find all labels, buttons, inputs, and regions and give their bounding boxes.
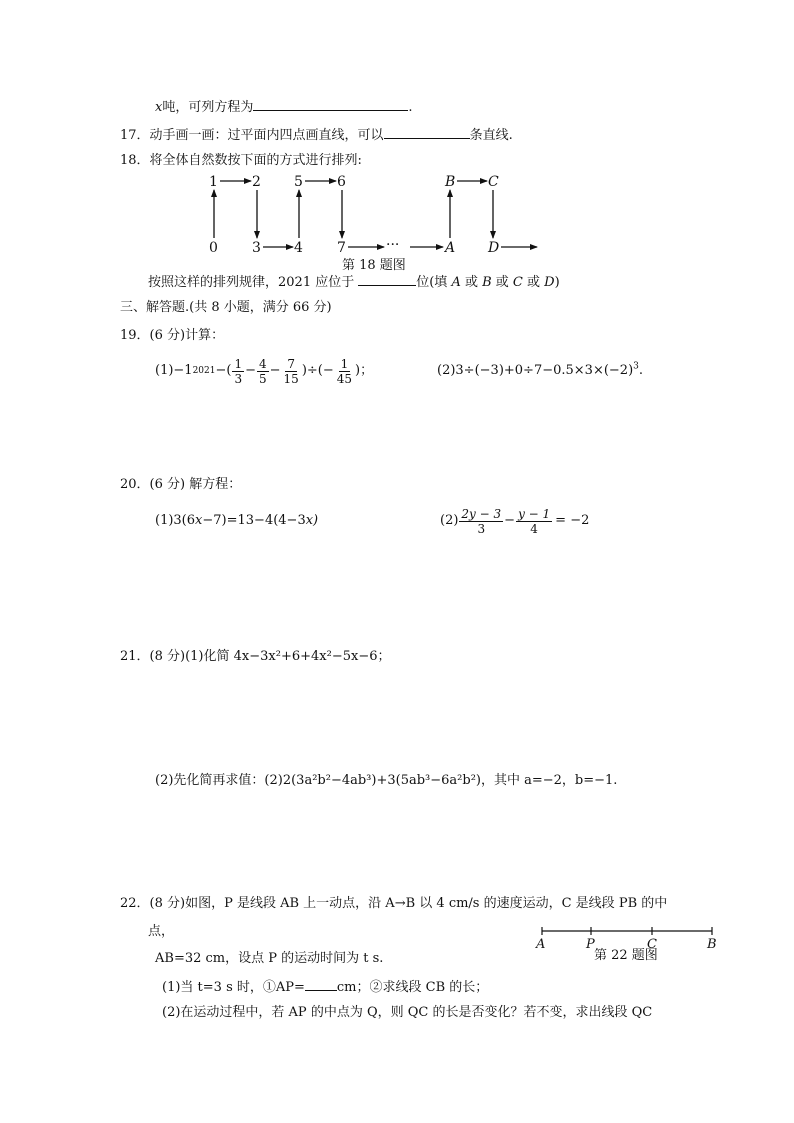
q22-line2: 点， — [148, 924, 175, 939]
q19-fraction-4: $\frac{1}{45}$ — [336, 356, 353, 386]
q17-after: 条直线. — [469, 128, 513, 143]
q20-p1-a: (1)3(6 — [155, 513, 196, 528]
q17-number: 17． — [120, 128, 150, 143]
q22-line1 — [120, 896, 667, 912]
q18-answer-blank[interactable] — [358, 272, 416, 286]
q19-number: 19． — [120, 328, 150, 343]
q16-end: . — [408, 100, 413, 115]
q16-var: x — [155, 100, 163, 115]
q19-fraction-3: $\frac{7}{15}$ — [283, 356, 299, 386]
q18-bottom-7: 7 — [337, 240, 346, 256]
label-C: C — [647, 937, 657, 952]
label-P: P — [586, 937, 595, 952]
q18-ellipsis: ··· — [386, 237, 400, 253]
q18-bottom-4: 4 — [294, 240, 303, 256]
q20-part1 — [155, 513, 318, 529]
q19-p1-open: −( — [215, 363, 232, 378]
q20-p2-tail: = −2 — [555, 513, 590, 528]
q19-p1-end: )； — [355, 363, 374, 378]
q18-close: ) — [554, 275, 560, 290]
q19-p1-prefix: (1)−1 — [155, 363, 193, 378]
q19-p2-end: . — [638, 363, 644, 378]
q20-fraction-2: $\frac{y - 1}{4}$ — [518, 506, 551, 536]
q18-top-1: 1 — [209, 174, 218, 190]
q18-top-5: 5 — [294, 174, 303, 190]
q20-p1-x: x — [195, 513, 203, 528]
q18-option-a: A — [451, 275, 461, 290]
q18-caption: 第 18 题图 — [342, 258, 406, 273]
q20-p1-b: −7)=13−4(4−3 — [202, 513, 306, 528]
section3-title: 三、解答题.(共 8 小题，满分 66 分) — [120, 300, 332, 315]
q22-line4 — [162, 977, 488, 996]
q16-line — [155, 97, 413, 116]
q22-line4-a: (1)当 t=3 s 时，①AP= — [162, 980, 305, 995]
q19-part1: (1)−1 2021 −( $\frac{1}{3}$ − $\frac{4}{5}$ − $\frac{7}{15}$ )÷(− $\frac{1}{45}$ )； — [155, 353, 373, 389]
q18-top-C: C — [488, 174, 499, 190]
q20-part2: (2) $\frac{2y - 3}{3}$ − $\frac{y - 1}{4}$ = −2 — [440, 503, 589, 539]
q18-line — [120, 153, 362, 169]
q20-p1-c: x) — [305, 513, 319, 528]
q21-number: 21． — [120, 649, 150, 664]
q19-p2-exponent: 3 — [633, 361, 639, 372]
q18-option-c: C — [512, 275, 523, 290]
q18-option-b: B — [482, 275, 492, 290]
q22-line1-text: (8 分)如图，P 是线段 AB 上一动点，沿 A→B 以 4 cm/s 的速度运动，C 是线段 PB 的中 — [149, 896, 668, 911]
q19-fraction-1: $\frac{1}{3}$ — [234, 356, 243, 386]
q19-head — [120, 328, 224, 344]
q18-or: 或 — [491, 275, 513, 290]
q18-bottom-A: A — [445, 240, 456, 256]
q22-line4-b: cm；②求线段 CB 的长； — [336, 980, 489, 995]
q18-rule-after: 位(填 — [416, 275, 452, 290]
q21-p1-text: (8 分)(1)化简 4x−3x²+6+4x²−5x−6； — [149, 649, 391, 664]
q17-answer-blank[interactable] — [384, 125, 470, 139]
q17-text: 动手画一画：过平面内四点画直线，可以 — [149, 128, 384, 143]
q18-or: 或 — [522, 275, 545, 290]
q19-part2 — [437, 363, 643, 379]
label-A: A — [536, 937, 546, 952]
q22-answer-blank[interactable] — [305, 977, 337, 991]
q20-fraction-1: $\frac{2y - 3}{3}$ — [461, 506, 502, 536]
q20-number: 20． — [120, 477, 150, 492]
q19-head-text: (6 分)计算： — [149, 328, 225, 343]
q18-top-2: 2 — [252, 174, 261, 190]
q22-number: 22． — [120, 896, 150, 911]
q18-top-6: 6 — [337, 174, 346, 190]
label-B: B — [707, 937, 717, 952]
q18-bottom-3: 3 — [252, 240, 261, 256]
q20-head — [120, 477, 241, 493]
q22-line3: AB=32 cm，设点 P 的运动时间为 t s. — [155, 951, 384, 966]
q18-bottom-D: D — [488, 240, 500, 256]
q16-answer-blank[interactable] — [253, 97, 408, 111]
q22-caption: 第 22 题图 — [594, 948, 658, 963]
q20-p2-label: (2) — [440, 513, 459, 528]
q19-p1-mid: )÷(− — [301, 363, 334, 378]
q21-part2: (2)先化简再求值：(2)2(3a²b²−4ab³)+3(5ab³−6a²b²)，其中 a=−2，b=−1. — [155, 773, 618, 788]
q18-bottom-0: 0 — [209, 240, 218, 256]
q18-top-B: B — [445, 174, 456, 190]
q18-rule-before: 按照这样的排列规律，2021 应位于 — [148, 275, 355, 290]
q19-fraction-2: $\frac{4}{5}$ — [259, 356, 267, 386]
q16-text: 吨，可列方程为 — [162, 100, 254, 115]
q22-line5: (2)在运动过程中，若 AP 的中点为 Q，则 QC 的长是否变化？若不变，求出线段 QC — [162, 1005, 653, 1020]
q19-p2-text: (2)3÷(−3)+0÷7−0.5×3×(−2) — [437, 363, 634, 378]
q17-line — [120, 125, 513, 144]
q18-rule-line — [148, 272, 560, 291]
q18-or: 或 — [460, 275, 483, 290]
q18-text: 将全体自然数按下面的方式进行排列: — [149, 153, 362, 168]
q20-head-text: (6 分) 解方程： — [149, 477, 242, 492]
q21-part1 — [120, 649, 390, 665]
q18-option-d: D — [544, 275, 555, 290]
q18-number: 18． — [120, 153, 150, 168]
